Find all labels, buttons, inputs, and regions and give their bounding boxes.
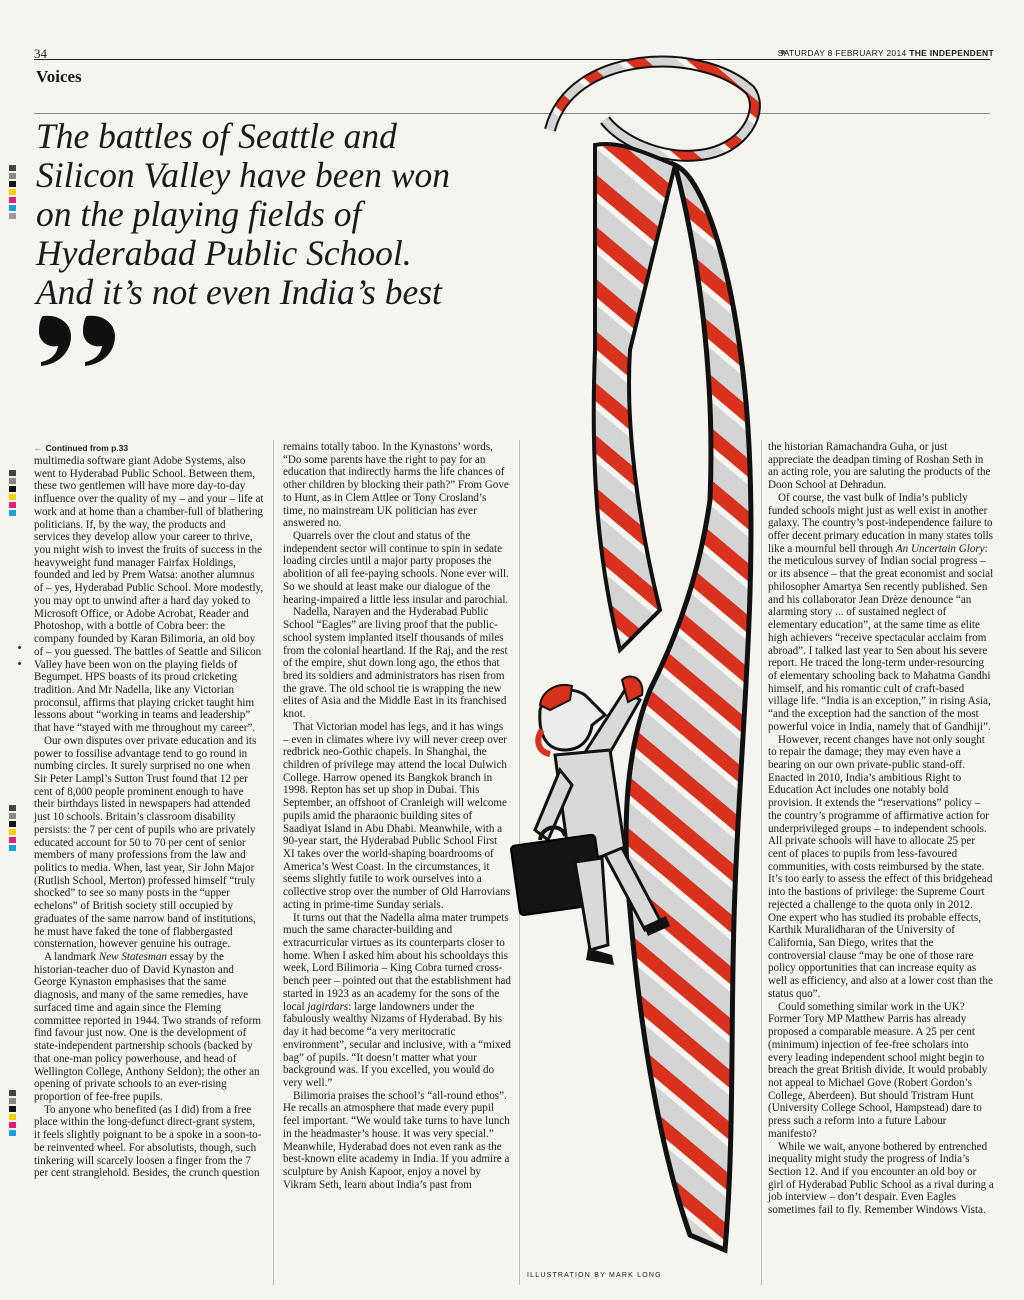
paragraph: To anyone who benefited (as I did) from a free place within the long-defunct direct-grant system, it feels slightly poignant to be a spoke in a soon-to-be reinvented wheel. For absolutists, though, such tinkering will scarcely loosen a finger from the 7 per cent stranglehold. Besides, the crunch question: [34, 1103, 262, 1180]
tie-climber-illustration: [510, 50, 770, 1270]
paragraph: That Victorian model has legs, and it has wings – even in climates where ivy will never creep over redbrick neo-Gothic chapels. In Shanghai, the children of privilege may attend the local Dulwich College. Harrow opened its Bangkok branch in 1998. Repton has set up shop in Dubai. This September, an offshoot of Cranleigh will welcome pupils amid the pharaonic building sites of Saadiyat Island in Abu Dhabi. Meanwhile, with a 90-year start, the Hyderabad Public School First XI takes over the world-shaping boardrooms of America’s West Coast. In the circumstances, it seems slightly futile to work ourselves into a collective strop over the number of Old Harrovians acting in prime-time Sunday serials.: [283, 720, 511, 911]
arrow-left-icon: ←: [34, 443, 43, 453]
article-column-2: [283, 441, 511, 1191]
text-run: Of course, the vast bulk of India’s publicly funded schools might just as well exist in another galaxy. The country’s post-independence failure to offer decent primary education in many states tolls like a mournful bell through: [768, 491, 993, 555]
paragraph: Could something similar work in the UK? Former Tory MP Matthew Parris has already proposed a comparable measure. A 25 per cent (minimum) injection of fee-free scholars into every leading independent school might begin to breach the great British divide. It would probably not appeal to Michael Gove (Robert Gordon’s College, Aberdeen). But should Tristram Hunt (University College School, Hampstead) dare to press such a reform into a future Labour manifesto?: [768, 1000, 988, 1140]
publication-title: New Statesman: [98, 951, 167, 964]
continued-from-label: [34, 443, 128, 453]
masthead-name: THE INDEPENDENT: [909, 48, 994, 58]
dateline: [778, 48, 994, 58]
continued-from-text: Continued from p.33: [45, 443, 129, 453]
paragraph: the historian Ramachandra Guha, or just appreciate the deadpan timing of Roshan Seth in an acting role, you are saluting the products of the Doon School at Dehradun.: [768, 441, 991, 492]
pull-quote: [36, 117, 506, 312]
paragraph: [283, 912, 511, 1090]
text-run: essay by the historian-teacher duo of David Kynaston and George Kynaston emphasises that the same diagnosis, and many of the same remedies, have surfaced time and again since the Fleming committee reported in 1944. Two strands of reform find favour just now. One is the development of state-independent partnership schools (backed by that one-man policy powerhouse, and head of Wellington College, Anthony Seldon); the other an opening of private schools to an ever-rising proportion of fee-free pupils.: [34, 951, 261, 1103]
paragraph: [768, 492, 994, 734]
paragraph: Quarrels over the clout and status of the independent sector will continue to spin in sedate loading circles until a major party proposes the abolition of all fee-paying schools. None ever will. So we should at least make our dialogue of the hearing-impaired a little less insular and parochial.: [283, 530, 509, 606]
section-title: Voices: [36, 67, 82, 86]
paragraph: multimedia software giant Adobe Systems, also went to Hyderabad Public School. Between them, these two gentlemen will have more day-to-day influence over the quality of my – and your – life at work and at home than a chamber-full of blathering politicians. If, by the way, the products and services they develop allow your career to thrive, you might wish to invest the fruits of success in the heavyweight fund manager Fairfax Holdings, founded and led by Prem Watsa: another alumnus of – yes, Hyderabad Public School. More modestly, you may opt to unwind after a hard day yoked to Microsoft Office, or Adobe Acrobat, Reader and Photoshop, with a bottle of Cobra beer: the company founded by Karan Bilimoria, an old boy of – you guessed. The battles of Seattle and Silicon Valley have been won on the playing fields of Begumpet. HPS boasts of its proud cricketing tradition. And Mr Nadella, like any Victorian proconsul, affirms that playing cricket taught him lessons about “working in teams and leadership” that have “stayed with me throughout my career”.: [34, 455, 264, 735]
paragraph: remains totally taboo. In the Kynastons’ words, “Do some parents have the right to pay for an education that indirectly harms the life chances of other children by blocking their path?” From Gove to Hunt, as in Clem Attlee or Tony Crosland’s time, no mainstream UK politician has ever answered no.: [283, 441, 509, 530]
pull-quote-line: And it’s not even India’s best: [36, 272, 442, 312]
pull-quote-line: The battles of Seattle and: [36, 116, 397, 156]
pull-quote-line: Silicon Valley have been won: [36, 155, 451, 195]
print-registration-marks: [9, 165, 16, 221]
print-registration-marks: [9, 470, 16, 518]
pull-quote-line: on the playing fields of: [36, 194, 362, 234]
margin-mark: [18, 662, 21, 665]
print-registration-marks: [9, 1090, 16, 1138]
paragraph: [34, 951, 264, 1104]
print-registration-marks: [9, 805, 16, 853]
paragraph: Nadella, Narayen and the Hyderabad Public School “Eagles” are living proof that the public-school system implanted itself thousands of miles from the colonial heartland. If the Raj, and the rest of the empire, shut down long ago, the ethos that bred its soldiers and administrators has risen from the grave. The old school tie is wrapping the new elites of Asia and the Middle East in its franchised knot.: [283, 606, 508, 721]
paragraph: Our own disputes over private education and its power to fossilise advantage tend to go round in numbing circles. It surely surprised no one when Sir Peter Lampl’s Sutton Trust found that 12 per cent of 8,000 people prominent enough to have their birthdays listed in newspapers had attended just 10 schools. Britain’s classroom disability persists: the 7 per cent of pupils who are privately educated account for 50 to 70 per cent of senior members of many professions from the law and politics to media. When, last year, Sir John Major (Rutlish School, Merton) professed himself “truly shocked” to see so many posts in the “upper echelons” of British society still occupied by graduates of the same narrow band of institutions, he must have faked the tone of flabbergasted consternation, however genuine his outrage.: [34, 734, 257, 951]
article-column-1: [34, 455, 264, 1180]
closing-quote-icon: [35, 312, 125, 368]
issue-date: SATURDAY 8 FEBRUARY 2014: [777, 48, 907, 58]
book-title: An Uncertain Glory: [895, 542, 985, 555]
paragraph: However, recent changes have not only sought to repair the damage; they may even have a bearing on our own private-public stand-off. Enacted in 2010, India’s ambitious Right to Education Act includes one notably bold provision. It extends the “reservations” policy – the country’s programme of affirmative action for underprivileged groups – to independent schools. All private schools will have to allocate 25 per cent of places to pupils from less-favoured communities, with costs reimbursed by the state. It’s too early to assess the effect of this bridgehead into the bastions of privilege: the Supreme Court rejected a challenge to the quota only in 2012. One expert who has studied its probable effects, Karthik Muralidharan of the University of California, San Diego, writes that the controversial clause “may be one of those rare policy opportunities that can increase equity as well as efficiency, and also at a lower cost than the status quo”.: [768, 733, 993, 1000]
article-column-3: [768, 441, 994, 1217]
italic-term: jagirdars: [307, 1000, 349, 1013]
margin-mark: [18, 646, 21, 649]
paragraph: Bilimoria praises the school’s “all-round ethos”. He recalls an atmosphere that made every pupil feel important. “We would take turns to have lunch in the headmaster’s house. It was very special.” Meanwhile, Hyderabad does not even rank as the best-known elite academy in India. If you admire a sculpture by Anish Kapoor, enjoy a novel by Vikram Seth, learn about India’s past from: [283, 1089, 510, 1191]
text-run: It turns out that the Nadella alma mater trumpets much the same character-building and extracurricular virtues as its counterparts closer to home. When I asked him about his schooldays this week, Lord Bilimoria – King Cobra turned cross-bench peer – pointed out that the establishment had started in 1923 as an academy for the sons of the local: [283, 911, 511, 1013]
text-run: : large landowners under the fabulously wealthy Nizams of Hyderabad. By his day it had become “a very meritocratic environment”, secular and inclusive, with a “mixed bag” of pupils. “It doesn’t matter what your background was. If you excelled, you would do very well.”: [283, 1000, 511, 1089]
text-run: A landmark: [44, 951, 99, 964]
text-run: : the meticulous survey of Indian social progress – or its absence – that the great economist and social philosopher Amartya Sen recently published. Sen and his collaborator Jean Drèze denounce “an alarming story ... of sustained neglect of elementary education”, at the same time as elite high achievers “receive spectacular acclaim from abroad”. I talked last year to Sen about his severe report. He traced the long-term under-resourcing of elementary schooling back to Mahatma Gandhi himself, and his romantic cult of craft-based village life. “India is an exception,” in rising Asia, “and the exception had the sanction of the most powerful voice in India, namely that of Gandhiji”.: [768, 542, 994, 733]
column-rule: [273, 440, 274, 1285]
pull-quote-line: Hyderabad Public School.: [36, 233, 412, 273]
illustration-credit: ILLUSTRATION BY MARK LONG: [527, 1272, 662, 1279]
paragraph: While we wait, anyone bothered by entrenched inequality might study the progress of India’s Section 12. And if you encounter an old boy or girl of Hyderabad Public School as a rival during a job interview – don’t despair. Even Eagles sometimes fail to fly. Remember Windows Vista.: [768, 1140, 994, 1217]
page-number: 34: [34, 46, 47, 61]
